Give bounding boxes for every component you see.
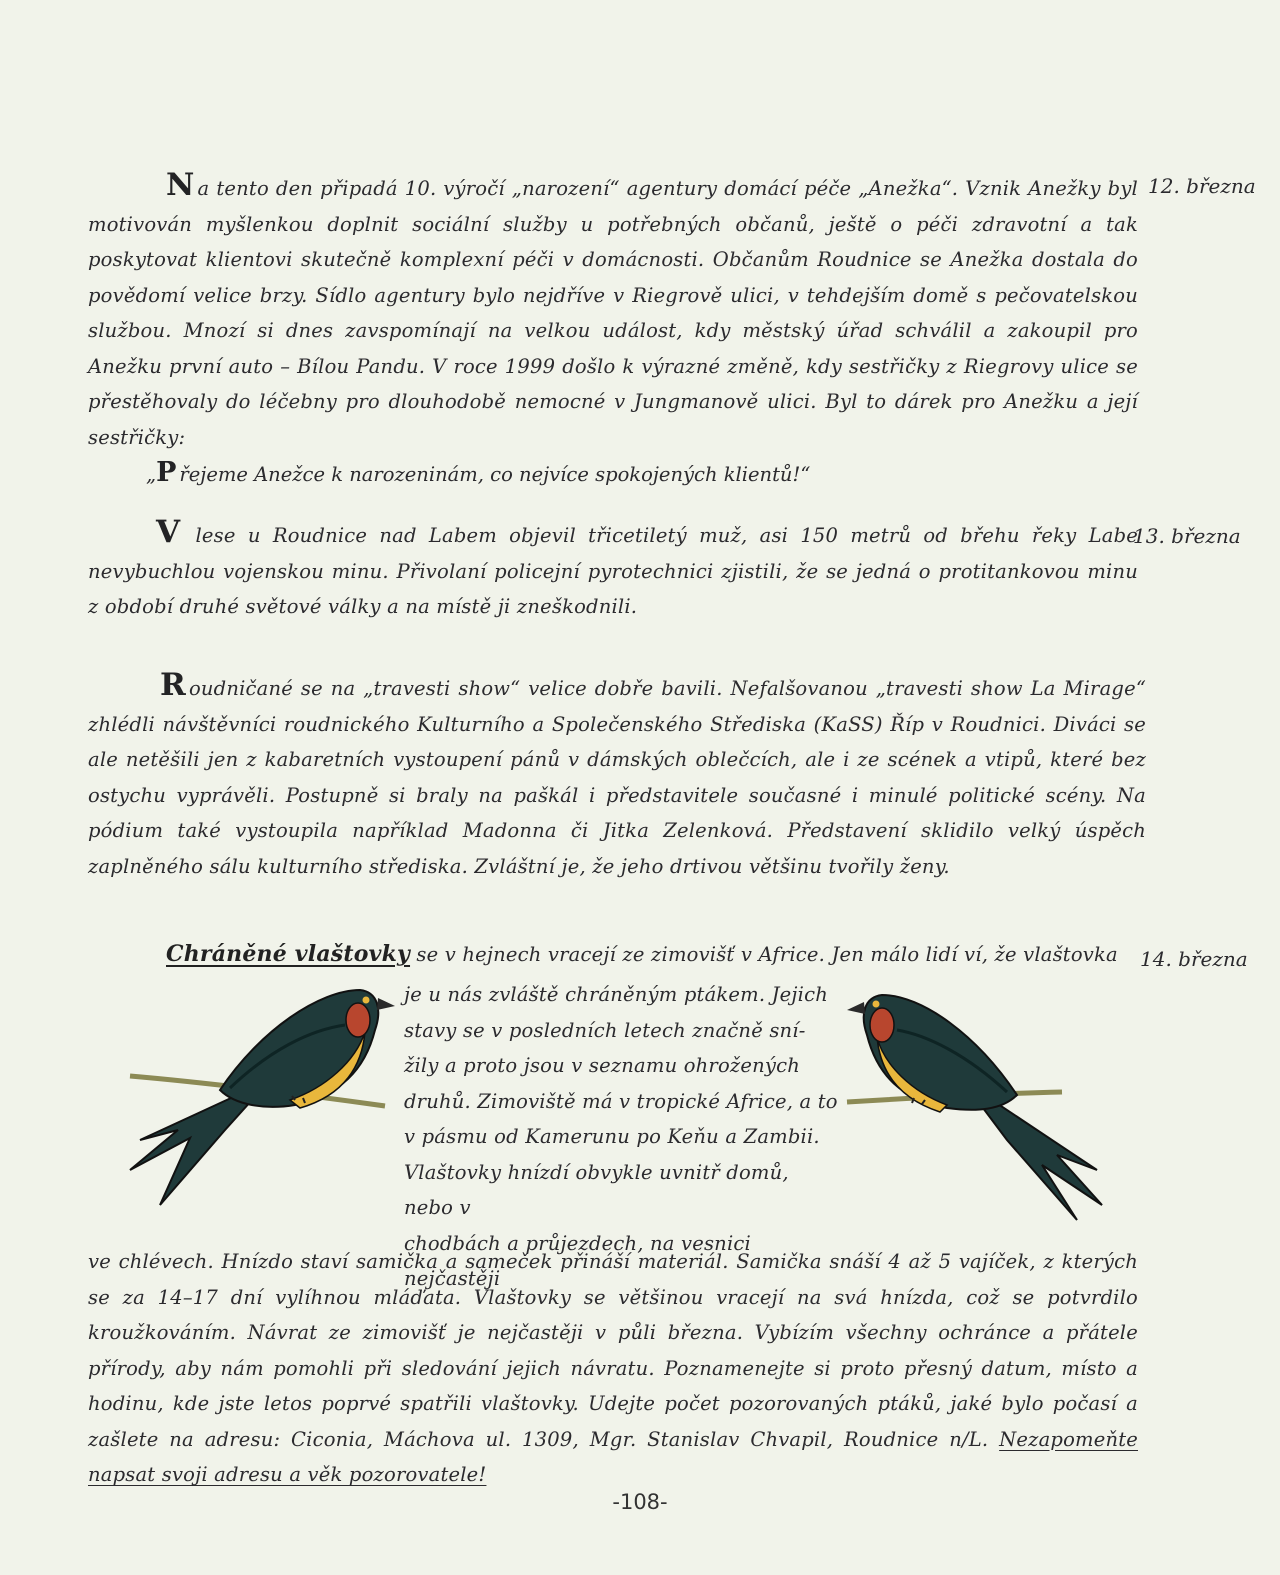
heading-line bbox=[166, 937, 1151, 973]
side-line: Vlaštovky hnízdí obvykle uvnitř domů, nebo v bbox=[404, 1160, 789, 1219]
drop-cap: V bbox=[156, 514, 181, 550]
entry-text bbox=[88, 168, 1138, 455]
heading-continuation: se v hejnech vracejí ze zimovišť v Africe. Jen málo lidí ví, že vlaštovka bbox=[410, 943, 1118, 966]
section-heading: Chráněné vlaštovky bbox=[166, 941, 411, 967]
drop-cap: R bbox=[160, 667, 186, 703]
entry-swallows-heading-line bbox=[166, 937, 1151, 973]
date-label: 13. března bbox=[1133, 524, 1241, 548]
swallow-left-illustration bbox=[120, 970, 395, 1210]
side-line: je u nás zvláště chráněným ptákem. Jejich bbox=[404, 983, 828, 1006]
swallow-eye bbox=[363, 997, 370, 1004]
paragraph-body: lese u Roudnice nad Labem objevil třicetiletý muž, asi 150 metrů od břehu řeky Labe nevybuchlou vojenskou minu. Přivolaní policejní pyrotechnici zjistili, že se jedná o protitankovou minu z období druhé světové války a na místě ji zneškodnili. bbox=[88, 524, 1138, 618]
paragraph-body: oudničané se na „travesti show“ velice dobře bavili. Nefalšovanou „travesti show La Mirage“ zhlédli návštěvníci roudnického Kulturního a Společenského Střediska (KaSS) Říp v Roudnici. Diváci se ale netěšili jen z kabaretních vystoupení pánů v dámských oblečcích, ale i ze scének a vtipů, které bez ostychu vyprávěli. Postupně si braly na paškál i představitele současné i minulé politické scény. Na pódium také vystoupila například Madonna či Jitka Zelenková. Představení sklidilo velký úspěch zaplněného sálu kulturního střediska. Zvláštní je, že jeho drtivou většinu tvořily ženy. bbox=[88, 677, 1146, 878]
swallow-throat bbox=[346, 1003, 370, 1037]
side-line: žily a proto jsou v seznamu ohrožených bbox=[404, 1054, 800, 1077]
entry-travesti-show bbox=[88, 668, 1146, 884]
entry-text bbox=[88, 1244, 1138, 1493]
entry-agency-anniversary bbox=[88, 168, 1138, 492]
side-line: chodbách a průjezdech, na vesnici nejčastěji bbox=[404, 1231, 751, 1290]
paragraph-body: a tento den připadá 10. výročí „narození“ agentury domácí péče „Anežka“. Vznik Anežky byl motivován myšlenkou doplnit sociální služby u potřebných občanů, ještě o péči zdravotní a tak poskytovat klientovi skutečně komplexní péči v domácnosti. Občanům Roudnice se Anežka dostala do povědomí velice brzy. Sídlo agentury bylo nejdříve v Riegrově ulici, v tehdejším domě s pečovatelskou službou. Mnozí si dnes zavspomínají na velkou událost, kdy městský úřad schválil a zakoupil pro Anežku první auto – Bílou Pandu. V roce 1999 došlo k výrazné změně, kdy sestřičky z Riegrovy ulice se přestěhovaly do léčebny pro dlouhodobě nemocné v Jungmanově ulici. Byl to dárek pro Anežku a její sestřičky: bbox=[88, 177, 1138, 449]
closing-appeal: Nezapomeňte napsat svoji adresu a věk pozorovatele! bbox=[88, 1427, 1138, 1486]
page-number: -108- bbox=[612, 1490, 668, 1514]
date-label: 14. března bbox=[1140, 947, 1248, 971]
side-line: v pásmu od Kamerunu po Keňu a Zambii. bbox=[404, 1125, 820, 1148]
swallow-beak bbox=[377, 998, 395, 1010]
swallow-paragraph bbox=[88, 1244, 1138, 1493]
drop-cap: N bbox=[166, 167, 195, 203]
paragraph-body: ve chlévech. Hnízdo staví samička a sameček přináší materiál. Samička snáší 4 až 5 vajíček, z kterých se za 14–17 dní vylíhnou mláďata. Vlaštovky se většinou vracejí na svá hnízda, což se potvrdilo kroužkováním. Návrat ze zimovišť je nejčastěji v půli března. Vybízím všechny ochránce a přátele přírody, aby nám pomohli při sledování jejich návratu. Poznamenejte si proto přesný datum, místo a hodinu, kde jste letos poprvé spatřili vlaštovky. Udejte počet pozorovaných ptáků, jaké bylo počasí a zašlete na adresu: Ciconia, Máchova ul. 1309, Mgr. Stanislav Chvapil, Roudnice n/L. bbox=[88, 1250, 1138, 1451]
entry-text bbox=[88, 668, 1146, 884]
drop-cap: P bbox=[156, 457, 177, 488]
side-line: druhů. Zimoviště má v tropické Africe, a to bbox=[404, 1089, 838, 1113]
date-label: 12. března bbox=[1148, 174, 1256, 198]
quote-mark: „ bbox=[146, 463, 157, 486]
quote-text: řejeme Anežce k narozeninám, co nejvíce spokojených klientů!“ bbox=[179, 463, 811, 486]
entry-mine-found bbox=[88, 515, 1138, 625]
swallow-right-illustration bbox=[842, 970, 1117, 1230]
side-line: stavy se v posledních letech značně sní- bbox=[404, 1018, 806, 1042]
swallow-throat bbox=[870, 1008, 894, 1042]
entry-text bbox=[88, 515, 1138, 625]
birthday-quote bbox=[88, 455, 1138, 492]
swallow-eye bbox=[873, 1001, 880, 1008]
swallow-beak bbox=[847, 1002, 865, 1014]
